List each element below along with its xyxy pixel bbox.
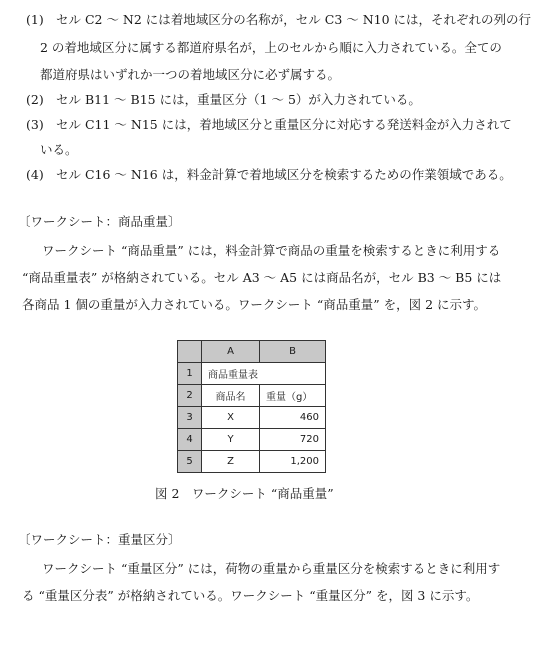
item-number: (1) <box>26 12 44 27</box>
cell-b: 重量（g） <box>260 385 326 407</box>
cell-b: 460 <box>260 407 326 429</box>
row-header: 1 <box>178 363 202 385</box>
table-row <box>178 429 326 451</box>
table-row <box>178 451 326 473</box>
column-header-row <box>178 341 326 363</box>
cell-b: 720 <box>260 429 326 451</box>
item-text-line: セル C2 ～ N2 には着地域区分の名称が，セル C3 ～ N10 には，それぞれの列の行 <box>56 12 532 27</box>
item-number: (2) <box>26 92 44 107</box>
row-header: 5 <box>178 451 202 473</box>
row-header: 3 <box>178 407 202 429</box>
cell-a: X <box>202 407 260 429</box>
cell-a: Z <box>202 451 260 473</box>
paragraph-line: ワークシート “重量区分” には，荷物の重量から重量区分を検索するときに利用す <box>42 561 501 576</box>
table-row <box>178 407 326 429</box>
spreadsheet-figure <box>177 340 326 473</box>
section-heading-product-weight: 〔ワークシート：商品重量〕 <box>18 214 181 229</box>
figure-caption: 図 2 ワークシート “商品重量” <box>155 486 334 501</box>
item-text-line: 2 の着地域区分に属する都道府県名が，上のセルから順に入力されている。全ての <box>40 40 502 55</box>
column-header-a: A <box>202 341 260 363</box>
item-text-line: セル C16 ～ N16 は，料金計算で着地域区分を検索するための作業領域である。 <box>56 167 512 182</box>
paragraph-line: る “重量区分表” が格納されている。ワークシート “重量区分” を，図 3 に示す。 <box>22 588 479 603</box>
row-header: 2 <box>178 385 202 407</box>
item-text-line: いる。 <box>40 142 78 157</box>
item-text-line: セル B11 ～ B15 には，重量区分（1 ～ 5）が入力されている。 <box>56 92 421 107</box>
cell-a: 商品名 <box>202 385 260 407</box>
paragraph-line: “商品重量表” が格納されている。セル A3 ～ A5 には商品名が，セル B3 ～ B5 には <box>22 270 502 285</box>
item-number: (3) <box>26 117 44 132</box>
cell-b: 1,200 <box>260 451 326 473</box>
column-header-b: B <box>260 341 326 363</box>
item-number: (4) <box>26 167 44 182</box>
item-text-line: 都道府県はいずれか一つの着地域区分に必ず属する。 <box>40 67 341 82</box>
table-row <box>178 385 326 407</box>
corner-cell <box>178 341 202 363</box>
table-row <box>178 363 326 385</box>
row-header: 4 <box>178 429 202 451</box>
paragraph-line: ワークシート “商品重量” には，料金計算で商品の重量を検索するときに利用する <box>42 243 501 258</box>
item-text-line: セル C11 ～ N15 には，着地域区分と重量区分に対応する発送料金が入力されて <box>56 117 512 132</box>
paragraph-line: 各商品 1 個の重量が入力されている。ワークシート “商品重量” を，図 2 に示す。 <box>22 297 487 312</box>
sheet-title-cell: 商品重量表 <box>202 363 326 385</box>
section-heading-weight-class: 〔ワークシート：重量区分〕 <box>18 532 181 547</box>
cell-a: Y <box>202 429 260 451</box>
